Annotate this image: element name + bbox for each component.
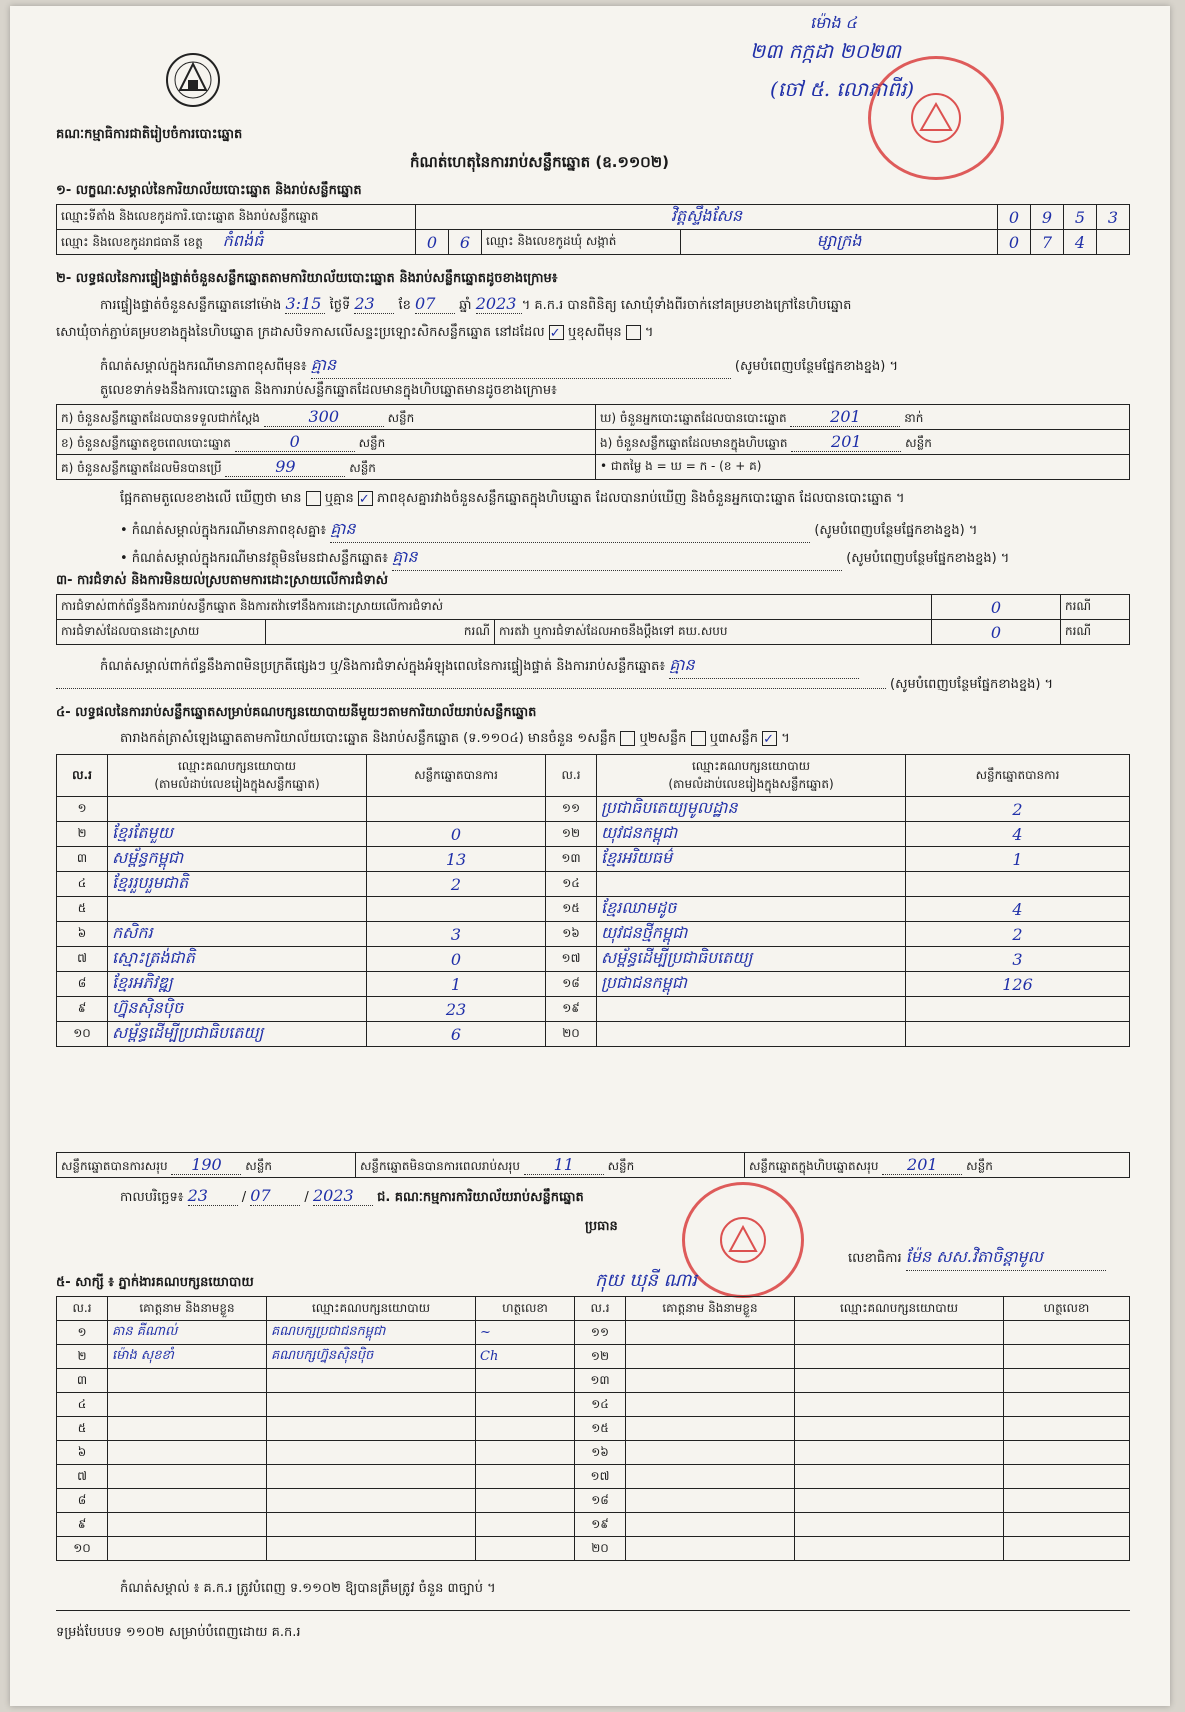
party-number: ១៦ xyxy=(546,922,597,947)
witness-signature xyxy=(476,1513,575,1537)
party-number: ៤ xyxy=(57,872,108,897)
witness-number: ៩ xyxy=(57,1513,108,1537)
section4-heading: ៤- លទ្ធផលនៃការរាប់សន្លឹកឆ្នោតសម្រាប់គណបក្សនយោបាយនីមួយៗតាមការិយាល័យរាប់សន្លឹកឆ្នោត xyxy=(56,705,537,720)
page-title: កំណត់ហេតុនៃការរាប់សន្លឹកឆ្នោត (ឧ.១១០២) xyxy=(410,153,670,171)
party-votes: 4 xyxy=(906,897,1130,922)
witness-party: គណបក្សហ្វ៊ុនស៊ិនប៉ិច xyxy=(267,1345,476,1369)
party-name: សម្ព័ន្ធកម្ពុជា xyxy=(108,847,367,872)
witness-name xyxy=(626,1345,795,1369)
table-row xyxy=(57,1441,1130,1465)
witness-signature xyxy=(1004,1465,1130,1489)
witness-number: ៨ xyxy=(57,1489,108,1513)
party-name: ខ្មែរតែមួយ xyxy=(108,822,367,847)
witness-number: ១៧ xyxy=(575,1465,626,1489)
witness-name xyxy=(626,1321,795,1345)
commune-code-1: 0 xyxy=(998,230,1031,255)
witness-name xyxy=(626,1441,795,1465)
resolved-label: ការជំទាស់ដែលបានដោះស្រាយ xyxy=(57,620,266,645)
witness-signature xyxy=(476,1489,575,1513)
appeal-value: 0 xyxy=(932,620,1061,645)
witness-party xyxy=(795,1441,1004,1465)
witness-name: គាន គីណាល់ xyxy=(108,1321,267,1345)
table-row xyxy=(57,797,1130,822)
witness-number: ១៣ xyxy=(575,1369,626,1393)
figures-row: ក) ចំនួនសន្លឹកឆ្នោតដែលបានទទួលជាក់ស្តែង 300 សន្លឹក ឃ) ចំនួនអ្នកបោះឆ្នោតដែលបានបោះឆ្នោត 201 នាក់ xyxy=(57,405,1130,430)
difference-note-line: កំណត់សម្គាល់ក្នុងករណីមានភាពខុសពីមុន៖ គ្មាន (សូមបំពេញបន្ថែមផ្នែកខាងខ្នង) ។ xyxy=(100,354,1130,379)
top-note-2: ២៣ កក្កដា ២០២៣ xyxy=(750,39,901,63)
party-number: ២ xyxy=(57,822,108,847)
table-row xyxy=(57,847,1130,872)
province-label: ឈ្មោះ និងលេខកូដរាជធានី ខេត្ត កំពង់ធំ xyxy=(57,230,416,255)
party-number: ១០ xyxy=(57,1022,108,1047)
party-number: ៧ xyxy=(57,947,108,972)
party-votes: 126 xyxy=(906,972,1130,997)
commune-code-3: 4 xyxy=(1064,230,1097,255)
witness-signature xyxy=(1004,1369,1130,1393)
table-row xyxy=(57,1321,1130,1345)
party-votes: 13 xyxy=(367,847,546,872)
table-row xyxy=(57,1345,1130,1369)
witness-number: ១៥ xyxy=(575,1417,626,1441)
party-number: ១៩ xyxy=(546,997,597,1022)
witness-signature xyxy=(476,1369,575,1393)
table-row xyxy=(57,1369,1130,1393)
party-name: កសិករ xyxy=(108,922,367,947)
witness-party xyxy=(795,1417,1004,1441)
commune-label: ឈ្មោះ និងលេខកូដឃុំ សង្កាត់ xyxy=(482,230,681,255)
table-row xyxy=(57,1513,1130,1537)
party-votes: 1 xyxy=(367,972,546,997)
section5-heading: ៥- សាក្សី ៖ ភ្នាក់ងារគណបក្សនយោបាយ xyxy=(56,1275,254,1290)
has-discrepancy-checkbox[interactable] xyxy=(306,491,321,506)
party-name: ស្មោះត្រង់ជាតិ xyxy=(108,947,367,972)
witness-party xyxy=(795,1537,1004,1561)
figures-row: គ) ចំនួនសន្លឹកឆ្នោតដែលមិនបានប្រើ 99 សន្លឹក • ជាតម្លៃ ង = ឃ = ក - (ខ + គ) xyxy=(57,455,1130,480)
witness-name xyxy=(108,1369,267,1393)
party-number: ១៨ xyxy=(546,972,597,997)
witness-signature xyxy=(1004,1489,1130,1513)
commune-value: ម្សាក្រង xyxy=(681,230,998,255)
witness-number: ៥ xyxy=(57,1417,108,1441)
party-votes: 3 xyxy=(906,947,1130,972)
party-number: ២០ xyxy=(546,1022,597,1047)
table-row xyxy=(57,1393,1130,1417)
party-votes: 0 xyxy=(367,947,546,972)
party-name: ខ្មែរអភិវឌ្ឍ xyxy=(108,972,367,997)
table-row xyxy=(57,897,1130,922)
figures-intro: តួលេខទាក់ទងនឹងការបោះឆ្នោត និងការរាប់សន្លឹកឆ្នោតដែលមានក្នុងហិបឆ្នោតមានដូចខាងក្រោម៖ xyxy=(100,383,557,398)
chair-label: ប្រធាន xyxy=(585,1219,618,1234)
party-name: ខ្មែរឈាមដូច xyxy=(597,897,906,922)
party-name: ប្រជាធិបតេយ្យមូលដ្ឋាន xyxy=(597,797,906,822)
witness-number: ១០ xyxy=(57,1537,108,1561)
totals-table xyxy=(56,1152,1130,1178)
witness-signature xyxy=(1004,1441,1130,1465)
witness-signature xyxy=(476,1417,575,1441)
party-number: ១១ xyxy=(546,797,597,822)
section3-heading: ៣- ការជំទាស់ និងការមិនយល់ស្របតាមការដោះស្រាយលើការជំទាស់ xyxy=(56,573,388,588)
witness-party xyxy=(795,1393,1004,1417)
party-number: ៦ xyxy=(57,922,108,947)
witness-party: គណបក្សប្រជាជនកម្ពុជា xyxy=(267,1321,476,1345)
objections-table: ការជំទាស់ពាក់ព័ន្ធនឹងការរាប់សន្លឹកឆ្នោត និងការតវ៉ាទៅនឹងការដោះស្រាយលើការជំទាស់ 0 ករណី ការជំទាស់ដែលបានដោះស្រាយ ករណី ការតវ៉ា ឬការជំទាស់ដែលអាចនឹងប្តឹងទៅ គឃ.សបប 0 ករណី xyxy=(56,594,1130,645)
witness-party xyxy=(795,1321,1004,1345)
nec-emblem-icon xyxy=(158,50,228,110)
party-number: ៩ xyxy=(57,997,108,1022)
objections-label: ការជំទាស់ពាក់ព័ន្ធនឹងការរាប់សន្លឹកឆ្នោត និងការតវ៉ាទៅនឹងការដោះស្រាយលើការជំទាស់ xyxy=(57,595,932,620)
footer-divider xyxy=(56,1610,1130,1611)
top-note-3: (ចៅ ៥. លោភាពីរ) xyxy=(770,77,915,101)
witness-name xyxy=(626,1537,795,1561)
witness-signature xyxy=(1004,1537,1130,1561)
witness-number: ៧ xyxy=(57,1465,108,1489)
party-votes: 2 xyxy=(906,797,1130,822)
witness-number: ២ xyxy=(57,1345,108,1369)
party-votes: 2 xyxy=(906,922,1130,947)
witness-signature: Ch xyxy=(476,1345,575,1369)
party-number: ៥ xyxy=(57,897,108,922)
witness-number: ១៨ xyxy=(575,1489,626,1513)
party-number: ៣ xyxy=(57,847,108,872)
party-name xyxy=(108,797,367,822)
party-name: ខ្មែររួបរួមជាតិ xyxy=(108,872,367,897)
witness-party xyxy=(267,1465,476,1489)
witness-number: ១១ xyxy=(575,1321,626,1345)
witness-name xyxy=(108,1489,267,1513)
table-row xyxy=(57,1417,1130,1441)
witness-name xyxy=(626,1417,795,1441)
party-votes xyxy=(367,797,546,822)
party-number: ១៧ xyxy=(546,947,597,972)
party-votes xyxy=(906,872,1130,897)
party-name: ខ្មែរអរិយធម៌ xyxy=(597,847,906,872)
witness-signature xyxy=(476,1441,575,1465)
witness-number: ១៩ xyxy=(575,1513,626,1537)
total-valid: សន្លឹកឆ្នោតបានការសរុប 190 សន្លឹក xyxy=(57,1153,356,1178)
location-code-4: 3 xyxy=(1097,205,1130,230)
party-name: យុវជនកម្ពុជា xyxy=(597,822,906,847)
witness-name xyxy=(626,1393,795,1417)
witness-party xyxy=(267,1441,476,1465)
table-row xyxy=(57,1537,1130,1561)
witness-name xyxy=(108,1513,267,1537)
date-line: កាលបរិច្ឆេទ៖ 23 / 07 / 2023 ជ. គណៈកម្មការការិយាល័យរាប់សន្លឹកឆ្នោត xyxy=(120,1186,584,1205)
irregularity-note-tail: (សូមបំពេញបន្ថែមផ្នែកខាងខ្នង) ។ xyxy=(890,677,1054,692)
witness-signature xyxy=(476,1393,575,1417)
results-table: ល.រ ឈ្មោះគណបក្សនយោបាយ (តាមលំដាប់លេខរៀងក្នុងសន្លឹកឆ្នោត) សន្លឹកឆ្នោតបានការ ល.រ ឈ្មោះគណបក្សនយោបាយ (តាមលំដាប់លេខរៀងក្នុងសន្លឹកឆ្នោត) សន្លឹកឆ្នោតបានការ ១ ១១ ប្រជាធិបតេយ្យមូលដ្ឋាន 2 ២ ខ្មែរតែមួយ 0 ១២ យុវជនកម្ពុជា 4 ៣ សម្ព័ន្ធកម្ពុជា 13 ១៣ ខ្មែរអរិយធម៌ 1 ៤ ខ្មែររួបរួមជាតិ 2 ១៤ ៥ ១៥ ខ្មែរឈាមដូច 4 ៦ កសិករ 3 ១៦ យុវជនថ្មីកម្ពុជា 2 ៧ ស្មោះត្រង់ជាតិ 0 ១៧ សម្ព័ន្ធដើម្បីប្រជាធិបតេយ្យ 3 ៨ ខ្មែរអភិវឌ្ឍ 1 ១៨ ប្រជាជនកម្ពុជា 126 ៩ ហ្វ៊ុនស៊ិនប៉ិច 23 ១៩ ១០ សម្ព័ន្ធដើម្បីប្រជាធិបតេយ្យ 6 ២០ xyxy=(56,754,1130,1047)
one-sheet-checkbox[interactable] xyxy=(620,731,635,746)
appeal-label: ការតវ៉ា ឬការជំទាស់ដែលអាចនឹងប្តឹងទៅ គឃ.សបប xyxy=(495,620,932,645)
party-votes xyxy=(367,897,546,922)
witness-party xyxy=(267,1513,476,1537)
table-row xyxy=(57,972,1130,997)
three-sheet-checkbox[interactable]: ✓ xyxy=(762,731,777,746)
location-label: ឈ្មោះទីតាំង និងលេខកូដការិ.បោះឆ្នោត និងរាប់សន្លឹកឆ្នោត xyxy=(57,205,416,230)
witness-party xyxy=(267,1369,476,1393)
witness-name xyxy=(108,1465,267,1489)
objections-value: 0 xyxy=(932,595,1061,620)
witness-party xyxy=(267,1489,476,1513)
party-number: ១២ xyxy=(546,822,597,847)
party-votes: 1 xyxy=(906,847,1130,872)
party-number: ៨ xyxy=(57,972,108,997)
party-name: ប្រជាជនកម្ពុជា xyxy=(597,972,906,997)
party-votes: 3 xyxy=(367,922,546,947)
table-row xyxy=(57,947,1130,972)
witness-name xyxy=(108,1441,267,1465)
foreign-object-note: • កំណត់សម្គាល់ក្នុងករណីមានវត្ថុមិនមែនជាសន្លឹកឆ្នោត៖ គ្មាន (សូមបំពេញបន្ថែមផ្នែកខាងខ្នង) ។ xyxy=(120,546,1130,571)
official-stamp-icon xyxy=(868,56,1004,180)
total-invalid: សន្លឹកឆ្នោតមិនបានការពេលរាប់សរុប 11 សន្លឹក xyxy=(356,1153,745,1178)
province-code-2: 6 xyxy=(449,230,482,255)
witness-party xyxy=(267,1537,476,1561)
witness-name xyxy=(626,1489,795,1513)
party-number: ១៥ xyxy=(546,897,597,922)
party-number: ១ xyxy=(57,797,108,822)
committee-name: គណៈកម្មាធិការជាតិរៀបចំការបោះឆ្នោត xyxy=(56,127,243,142)
province-code-1: 0 xyxy=(416,230,449,255)
commune-code-blank xyxy=(1097,230,1130,255)
witness-party xyxy=(795,1489,1004,1513)
witness-table: ល.រ គោត្តនាម និងនាមខ្លួន ឈ្មោះគណបក្សនយោបាយ ហត្ថលេខា ល.រ គោត្តនាម និងនាមខ្លួន ឈ្មោះគណបក្សនយោបាយ ហត្ថលេខា ១ គាន គីណាល់ គណបក្សប្រជាជនកម្ពុជា ~ ១១ ២ ម៉ោង សុខខាំ គណបក្សហ្វ៊ុនស៊ិនប៉ិច Ch ១២ ៣ ១៣ ៤ ១៤ ៥ ១៥ ៦ ១៦ ៧ ១៧ ៨ ១៨ ៩ ១៩ ១០ ២០ xyxy=(56,1296,1130,1561)
table-row xyxy=(57,1465,1130,1489)
document-page xyxy=(10,6,1170,1706)
witness-name xyxy=(626,1465,795,1489)
witness-signature xyxy=(1004,1321,1130,1345)
witness-signature xyxy=(476,1465,575,1489)
witness-party xyxy=(267,1393,476,1417)
party-votes: 4 xyxy=(906,822,1130,847)
chair-signature-name: កុយ ឃុនី ណារ xyxy=(595,1270,697,1291)
party-votes: 6 xyxy=(367,1022,546,1047)
witness-party xyxy=(795,1465,1004,1489)
witness-number: ៣ xyxy=(57,1369,108,1393)
commune-code-2: 7 xyxy=(1031,230,1064,255)
location-value: វិត្តស្ទឹងសែន xyxy=(416,205,998,230)
location-code-3: 5 xyxy=(1064,205,1097,230)
party-name xyxy=(108,897,367,922)
witness-name xyxy=(108,1537,267,1561)
party-votes: 0 xyxy=(367,822,546,847)
footnote: កំណត់សម្គាល់ ៖ គ.ក.រ ត្រូវបំពេញ ទ.១១០២ ឱ្យបានត្រឹមត្រូវ ចំនួន ៣ច្បាប់ ។ xyxy=(120,1581,496,1596)
party-name: ហ្វ៊ុនស៊ិនប៉ិច xyxy=(108,997,367,1022)
witness-party xyxy=(795,1345,1004,1369)
witness-number: ៤ xyxy=(57,1393,108,1417)
witness-name xyxy=(626,1513,795,1537)
party-name xyxy=(597,1022,906,1047)
discrepancy-line: ផ្អែកតាមតួលេខខាងលើ ឃើញថា មាន ឬគ្មាន ✓ ភាពខុសគ្នារវាងចំនួនសន្លឹកឆ្នោតក្នុងហិបឆ្នោត ដែលបានរាប់ឃើញ និងចំនួនអ្នកបោះឆ្នោត ដែលបានបោះឆ្នោត ។ xyxy=(120,491,905,507)
section1-heading: ១- លក្ខណៈសម្គាល់នៃការិយាល័យបោះឆ្នោត និងរាប់សន្លឹកឆ្នោត xyxy=(56,183,362,198)
secretary-line: លេខាធិការ ម៉ែន សស.វិតាចិន្តាមូល xyxy=(848,1246,1106,1271)
party-name xyxy=(597,872,906,897)
witness-name xyxy=(108,1393,267,1417)
witness-party xyxy=(267,1417,476,1441)
two-sheet-checkbox[interactable] xyxy=(691,731,706,746)
witness-number: ៦ xyxy=(57,1441,108,1465)
top-note-1: ម៉ោង ៤ xyxy=(810,13,857,32)
witness-signature xyxy=(1004,1393,1130,1417)
location-code-2: 9 xyxy=(1031,205,1064,230)
location-code-1: 0 xyxy=(998,205,1031,230)
discrepancy-note: • កំណត់សម្គាល់ក្នុងករណីមានភាពខុសគ្នា៖ គ្មាន (សូមបំពេញបន្ថែមផ្នែកខាងខ្នង) ។ xyxy=(120,518,1130,543)
witness-number: ១៤ xyxy=(575,1393,626,1417)
witness-name xyxy=(626,1369,795,1393)
section1-table xyxy=(56,204,1130,255)
table-row xyxy=(57,822,1130,847)
figures-table xyxy=(56,404,1130,480)
party-votes xyxy=(906,997,1130,1022)
figures-row: ខ) ចំនួនសន្លឹកឆ្នោតខូចពេលបោះឆ្នោត 0 សន្លឹក ង) ចំនួនសន្លឹកឆ្នោតដែលមានក្នុងហិបឆ្នោត 201 សន្លឹក xyxy=(57,430,1130,455)
party-name: យុវជនថ្មីកម្ពុជា xyxy=(597,922,906,947)
table-row xyxy=(57,1022,1130,1047)
party-name: សម្ព័ន្ធដើម្បីប្រជាធិបតេយ្យ xyxy=(597,947,906,972)
table-row xyxy=(57,922,1130,947)
witness-name: ម៉ោង សុខខាំ xyxy=(108,1345,267,1369)
table-row xyxy=(57,872,1130,897)
witness-signature xyxy=(1004,1417,1130,1441)
witness-number: ១ xyxy=(57,1321,108,1345)
tally-sheets-line: តារាងកត់ត្រាសំឡេងឆ្នោតតាមការិយាល័យបោះឆ្នោត និងរាប់សន្លឹកឆ្នោត (ទ.១១០៤) មានចំនួន ១សន្លឹក ឬ២សន្លឹក ឬ៣សន្លឹក ✓ ។ xyxy=(120,731,790,747)
unchanged-checkbox[interactable]: ✓ xyxy=(549,325,564,340)
table-row xyxy=(57,997,1130,1022)
no-discrepancy-checkbox[interactable]: ✓ xyxy=(358,491,373,506)
party-votes xyxy=(906,1022,1130,1047)
witness-number: ២០ xyxy=(575,1537,626,1561)
witness-party xyxy=(795,1513,1004,1537)
total-in-box: សន្លឹកឆ្នោតក្នុងហិបឆ្នោតសរុប 201 សន្លឹក xyxy=(745,1153,1130,1178)
witness-signature xyxy=(1004,1345,1130,1369)
witness-name xyxy=(108,1417,267,1441)
witness-number: ១២ xyxy=(575,1345,626,1369)
party-votes: 23 xyxy=(367,997,546,1022)
table-row xyxy=(57,1489,1130,1513)
witness-signature: ~ xyxy=(476,1321,575,1345)
party-number: ១៣ xyxy=(546,847,597,872)
changed-checkbox[interactable] xyxy=(626,325,641,340)
form-note: ទម្រង់បែបបទ ១១០២ សម្រាប់បំពេញដោយ គ.ក.រ xyxy=(56,1625,301,1640)
witness-number: ១៦ xyxy=(575,1441,626,1465)
witness-signature xyxy=(476,1537,575,1561)
irregularity-note: កំណត់សម្គាល់ពាក់ព័ន្ធនឹងភាពមិនប្រក្រតីផ្សេងៗ ឬ/និងការជំទាស់ក្នុងអំឡុងពេលនៃការផ្ទៀងផ្ទាត់ និងការរាប់សន្លឹកឆ្នោត៖ គ្មាន xyxy=(100,654,1130,679)
official-stamp-icon xyxy=(682,1182,804,1298)
verification-line: ការផ្ទៀងផ្ទាត់ចំនួនសន្លឹកឆ្នោតនៅម៉ោង 3:15 ថ្ងៃទី 23 ខែ 07 ឆ្នាំ 2023 ។ គ.ក.រ បានពិនិត្យ សោឃុំទាំងពីរចាក់នៅគម្របខាងក្រៅនៃហិបឆ្នោត xyxy=(100,294,852,313)
party-number: ១៤ xyxy=(546,872,597,897)
witness-party xyxy=(795,1369,1004,1393)
party-votes: 2 xyxy=(367,872,546,897)
witness-signature xyxy=(1004,1513,1130,1537)
party-name xyxy=(597,997,906,1022)
seal-line: សោឃុំចាក់ភ្ជាប់គម្របខាងក្នុងនៃហិបឆ្នោត ក្រដាសបិទកាសលើសន្ទះប្រឡោះសិកសន្លឹកឆ្នោត នៅដដែល ✓ ឬខុសពីមុន ។ xyxy=(56,325,654,341)
section2-heading: ២- លទ្ធផលនៃការផ្ទៀងផ្ទាត់ចំនួនសន្លឹកឆ្នោតតាមការិយាល័យបោះឆ្នោត និងរាប់សន្លឹកឆ្នោតដូចខាងក្រោម៖ xyxy=(56,271,558,286)
irregularity-dotline xyxy=(56,688,886,689)
party-name: សម្ព័ន្ធដើម្បីប្រជាធិបតេយ្យ xyxy=(108,1022,367,1047)
